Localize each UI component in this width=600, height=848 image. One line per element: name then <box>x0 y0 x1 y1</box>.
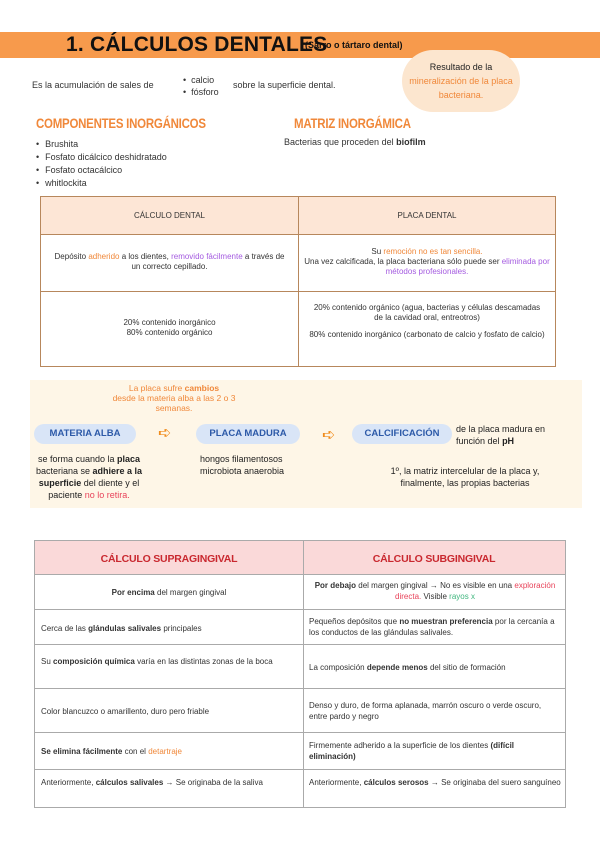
table-cell <box>41 656 297 667</box>
inorganic-heading: COMPONENTES INORGÁNICOS <box>36 115 206 131</box>
table-cell <box>41 777 297 788</box>
cell-bold: (difícil eliminación) <box>309 741 515 761</box>
page-subtitle: (Sarro o tártaro dental) <box>305 40 403 50</box>
cell-text: del margen gingival <box>157 588 227 597</box>
list-item: • fósforo <box>183 86 219 98</box>
table-cell: Denso y duro, de forma aplanada, marrón oscuro o verde oscuro, entre pardo y negro <box>309 701 542 721</box>
cell-text: → Se originaba del suero sanguíneo <box>430 778 561 787</box>
table-row <box>35 770 565 807</box>
matrix-description <box>284 137 426 147</box>
cell-text: Firmemente adherido a la superficie de los dientes <box>309 741 489 750</box>
cell-bold: Por encima <box>111 588 155 597</box>
table-cell <box>35 587 303 598</box>
cell-text: Su <box>41 657 51 666</box>
cell-bold: glándulas salivales <box>88 624 162 633</box>
calcificacion-description <box>360 465 570 489</box>
cell-text: 20% contenido inorgánico <box>123 318 216 327</box>
step-materia-alba: MATERIA ALBA <box>34 424 136 444</box>
list-item: • Fosfato dicálcico deshidratado <box>36 151 167 164</box>
table-header-cell: CÁLCULO SUPRAGINGIVAL <box>100 553 238 565</box>
cell-bold: no muestran preferencia <box>399 617 493 626</box>
cell-highlight: adherido <box>88 252 120 261</box>
note-blob-text <box>402 60 520 102</box>
cell-text: 80% contenido orgánico <box>126 328 213 337</box>
intro-list <box>183 74 219 98</box>
cell-text: Cerca de las <box>41 624 86 633</box>
inorganic-list <box>36 138 167 190</box>
table-cell <box>41 746 297 757</box>
table-cell <box>309 777 561 788</box>
table-cell <box>309 616 561 638</box>
cell-text: Su <box>371 247 382 256</box>
desc-highlight: no lo retira. <box>84 490 130 500</box>
cell-text: La composición <box>309 663 365 672</box>
cell-text: con el <box>124 747 146 756</box>
cell-text: varía en las distintas zonas de la boca <box>137 657 273 666</box>
process-note-text: desde la materia alba a las 2 o 3 semanas. <box>112 393 236 413</box>
table-header-cell: CÁLCULO DENTAL <box>134 211 205 220</box>
arrow-right-icon: ➪ <box>322 427 336 444</box>
cell-bold: composición química <box>53 657 135 666</box>
desc-text: finalmente, las propias bacterias <box>400 478 530 488</box>
cell-highlight: rayos x <box>449 592 475 601</box>
process-note-bold: cambios <box>184 383 220 393</box>
list-item: • whitlockita <box>36 177 167 190</box>
side-note-text: de la placa madura en función del <box>456 424 546 446</box>
cell-text: a los dientes, <box>121 252 169 261</box>
list-item: • calcio <box>183 74 219 86</box>
cell-bold: cálculos serosos <box>363 778 429 787</box>
cell-text: por la cercanía a los conductos de las glándulas salivales. <box>309 617 555 637</box>
cell-text: a través de un correcto cepillado. <box>131 252 285 271</box>
matrix-desc-text: Bacterias que proceden del <box>284 137 394 147</box>
cell-highlight: removido fácilmente <box>171 252 243 261</box>
table-cell <box>309 740 561 762</box>
table-cell <box>309 303 545 340</box>
note-line: Resultado de la <box>429 62 493 72</box>
cell-highlight: detartraje <box>148 747 182 756</box>
cell-text: Anteriormente, <box>41 778 94 787</box>
desc-text: se forma cuando la <box>37 454 115 464</box>
process-note-text: La placa sufre <box>128 383 183 393</box>
desc-text: 1º, la matriz intercelular de la placa y, <box>390 466 540 476</box>
cell-highlight: eliminada por métodos profesionales. <box>385 257 550 276</box>
cell-text: del sitio de formación <box>429 663 506 672</box>
table-cell <box>41 318 298 338</box>
note-highlight: mineralización de la placa bacteriana. <box>409 76 513 100</box>
cell-text: Una vez calcificada, la placa bacteriana sólo puede ser <box>304 257 500 266</box>
table-cell <box>41 623 297 634</box>
intro-text: Es la acumulación de sales de <box>32 80 154 90</box>
list-item: • Fosfato octacálcico <box>36 164 167 177</box>
placa-madura-description <box>200 453 310 477</box>
step-calcificacion: CALCIFICACIÓN <box>352 424 452 444</box>
cell-text: 20% contenido orgánico (agua, bacterias y células descamadas de la cavidad oral, entreotros) <box>313 303 541 322</box>
intro-tail: sobre la superficie dental. <box>233 80 336 90</box>
table-cell <box>309 662 561 673</box>
table-divider <box>298 197 299 366</box>
cell-text: 80% contenido inorgánico (carbonato de calcio y fosfato de calcio) <box>309 330 545 339</box>
materia-alba-description <box>34 453 144 501</box>
step-placa-madura: PLACA MADURA <box>196 424 300 444</box>
cell-text: → Se originaba de la saliva <box>165 778 263 787</box>
cell-highlight: exploración directa. <box>395 581 556 601</box>
desc-bold: adhiere a la superficie <box>38 466 143 488</box>
cell-text: Pequeños depósitos que <box>309 617 398 626</box>
cell-text: Visible <box>423 592 447 601</box>
cell-highlight: remoción no es tan sencilla. <box>383 247 483 256</box>
process-note <box>104 383 244 413</box>
cell-text: Anteriormente, <box>309 778 362 787</box>
desc-text: hongos filamentosos <box>200 454 283 464</box>
calcification-side-note <box>456 423 574 447</box>
matrix-heading: MATRIZ INORGÁMICA <box>294 115 411 131</box>
cell-bold: depende menos <box>366 663 428 672</box>
table-header-cell: PLACA DENTAL <box>397 211 457 220</box>
table-divider <box>41 291 555 292</box>
table-divider <box>303 541 304 807</box>
matrix-desc-bold: biofilm <box>396 137 426 147</box>
cell-text: del margen gingival → No es visible en una <box>358 581 513 590</box>
arrow-right-icon: ➪ <box>158 425 172 442</box>
cell-bold: Se elimina fácilmente <box>41 747 123 756</box>
table-cell <box>49 252 290 272</box>
table-cell <box>303 247 551 277</box>
list-item: • Brushita <box>36 138 167 151</box>
table-header-cell: CÁLCULO SUBGINGIVAL <box>372 553 496 565</box>
desc-text: bacteriana se <box>35 466 90 476</box>
cell-text: Depósito <box>54 252 87 261</box>
table-cell <box>309 580 561 602</box>
side-note-bold: pH <box>502 436 515 446</box>
cell-text: principales <box>163 624 202 633</box>
page-title: 1. CÁLCULOS DENTALES <box>66 33 328 56</box>
comparison-table-calculus <box>34 540 566 808</box>
cell-bold: Por debajo <box>314 581 357 590</box>
comparison-table-dental <box>40 196 556 367</box>
desc-bold: placa <box>117 454 141 464</box>
desc-text: microbiota anaerobia <box>200 466 285 476</box>
cell-bold: cálculos salivales <box>95 778 164 787</box>
table-cell: Color blancuzco o amarillento, duro pero friable <box>41 707 210 716</box>
desc-text: del diente y el paciente <box>48 478 140 500</box>
